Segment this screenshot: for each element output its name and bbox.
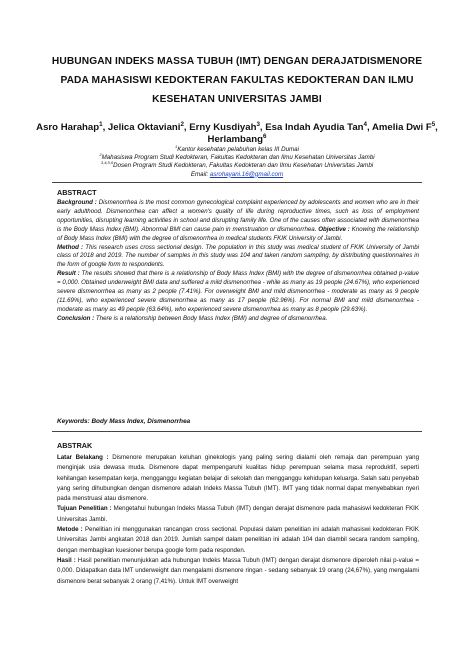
paper-title bbox=[40, 52, 434, 109]
author-superscript: 6 bbox=[262, 132, 267, 140]
email-link[interactable]: asrohayani.16@gmail.com bbox=[209, 170, 284, 178]
method-text: This research uses cross sectional design. The population in this study was medical student of FKIK University of Jambi class of 2018 and 2019. The number of samples in this study was 104 and taken random sampling, by distributing questionnaires in the form of google form to respondents. bbox=[57, 243, 419, 269]
background-text: Dismenorrhea is the most common gynecological complaint experienced by adolescents and women who are in their early adulthood. Dismenorrhea can affect a women's quality of life during reproductive times, such as loss of employment opportunities, disrupting learning activities in school and disrupting family life. One of the causes often associated with dismenorrhea is the Body Mass Index (BMI). Abnormal BMI can cause pain in menstruation or dismenorrhea. bbox=[57, 199, 419, 233]
latar-label: Latar Belakang : bbox=[57, 454, 109, 461]
abstrak-paragraph bbox=[57, 525, 419, 556]
affiliation-superscript: 3,4,5,6 bbox=[100, 160, 114, 166]
author-superscript: 3 bbox=[256, 120, 260, 128]
abstract-heading: ABSTRACT bbox=[57, 188, 97, 197]
abstract-paragraph bbox=[57, 244, 419, 271]
affiliation-superscript: 2 bbox=[99, 152, 102, 158]
affiliations bbox=[40, 143, 434, 179]
author-superscript: 2 bbox=[180, 120, 184, 128]
objective-label: Objective : bbox=[318, 225, 350, 233]
metode-text: Penelitian ini menggunakan rancangan cross sectional. Populasi dalam penelitian ini adalah mahasiswi kedokteran FKIK Universitas Jambi angkatan 2018 dan 2019. Jumlah sampel dalam penelitian ini adalah 104 dan diambil secara random sampling, dengan membagikan kuesioner berupa google form pada responden. bbox=[57, 526, 419, 554]
author-superscript: 1 bbox=[99, 120, 103, 128]
author-name: Erny Kusdiyah bbox=[189, 122, 257, 133]
conclusion-text: There is a relationship between Body Mass Index (BMI) and degree of dismenorrhea. bbox=[95, 314, 328, 322]
abstrak-paragraph bbox=[57, 504, 419, 525]
email-label: Email: bbox=[190, 170, 209, 178]
latar-text: Dismenore merupakan keluhan ginekologis yang paling sering dialami oleh remaja dan perempuan yang menginjak usia dewasa muda. Dismenore dapat mempengaruhi kualitas hidup perempuan selama masa reproduktif, seperti kehilangan kesempatan kerja, mengganggu kegiatan belajar di sekolah dan mengganggu kehidupan keluarga. Salah satu penyebab yang sering dihubungkan dengan dismenore adalah Indeks Massa Tubuh (IMT). IMT yang tidak normal dapat menyebabkan nyeri pada menstruasi atau dismenore. bbox=[57, 454, 419, 503]
hasil-text: Hasil penelitian menunjukkan ada hubungan Indeks Massa Tubuh (IMT) dengan derajat dismenore diperoleh nilai p-value = 0,000. Didapatkan data IMT underweight dan mengalami dismenore ringan - sedang sebanyak 19 orang (24,67%), yang mengalami dismenore berat sebanyak 2 orang (7,41%). Untuk IMT overweight bbox=[57, 556, 419, 585]
result-label: Result : bbox=[57, 270, 80, 278]
author-superscript: 4 bbox=[363, 120, 367, 128]
keywords: Keywords: Body Mass Index, Dismenorrhea bbox=[57, 418, 191, 425]
affiliation-superscript: 1 bbox=[175, 143, 178, 149]
background-label: Background : bbox=[57, 199, 97, 206]
affiliation-line bbox=[40, 162, 434, 170]
affiliation-text: Kantor kesehatan pelabuhan kelas III Dumai bbox=[177, 146, 299, 153]
tujuan-label: Tujuan Penelitian : bbox=[57, 505, 112, 513]
author-name: Esa Indah Ayudia Tan bbox=[265, 122, 364, 133]
author-name: Jelica Oktaviani bbox=[107, 122, 181, 133]
abstrak-paragraph bbox=[57, 556, 419, 587]
tujuan-text: Mengetahui hubungan Indeks Massa Tubuh (IMT) dengan derajat dismenore pada mahasiswi kedokteran FKIK Universitas Jambi. bbox=[57, 505, 419, 523]
metode-label: Metode : bbox=[57, 526, 83, 534]
author-superscript: 5 bbox=[431, 120, 436, 128]
abstract-paragraph bbox=[57, 199, 419, 244]
method-label: Method : bbox=[57, 243, 84, 251]
abstract-body bbox=[57, 199, 419, 324]
abstrak-body bbox=[57, 453, 419, 587]
author-name: Amelia Dwi F bbox=[371, 122, 432, 133]
divider bbox=[52, 431, 422, 432]
abstract-paragraph bbox=[57, 315, 419, 324]
author-list: Asro Harahap$^1$, Jelica Oktaviani$^2$, Erny Kusdiyah$^3$, Esa Indah Ayudia Tan$^4$, Amelia Dwi $F^5$, Herlambang$^6$ bbox=[36, 120, 438, 145]
author-name: Herlambang bbox=[207, 133, 263, 145]
title-line: KESEHATAN UNIVERSITAS JAMBI bbox=[152, 94, 322, 105]
affiliation-text: Mahasiswa Program Studi Kedokteran, Fakultas Kedokteran dan Ilmu Kesehatan Universitas Jambi bbox=[101, 154, 375, 162]
author-name: Asro Harahap bbox=[36, 122, 100, 133]
affiliation-text: Dosen Program Studi Kedokteran, Fakultas Kedokteran dan Ilmu Kesehatan Universitas Jambi bbox=[113, 162, 374, 170]
conclusion-label: Conclusion : bbox=[57, 314, 95, 322]
abstract-paragraph bbox=[57, 270, 419, 315]
title-line: PADA MAHASISWI KEDOKTERAN FAKULTAS KEDOKTERAN DAN ILMU bbox=[60, 75, 414, 86]
title-line: HUBUNGAN INDEKS MASSA TUBUH (IMT) DENGAN DERAJATDISMENORE bbox=[51, 56, 423, 67]
hasil-label: Hasil : bbox=[57, 556, 76, 564]
divider bbox=[52, 182, 422, 183]
abstrak-heading: ABSTRAK bbox=[57, 441, 93, 450]
email-line bbox=[40, 171, 434, 179]
result-text: The results showed that there is a relationship of Body Mass Index (BMI) with the degree of dismenorrhea obtained p-value = 0,000. Obtained underweight BMI data and suffered a mild dismenorrhea - while as many as 19 people (24.67%), who experienced severe dismenorrhea as many as 2 people (7.41%). For overweight BMI and mild dismenorrhea - moderate as many as 9 people (11.69%), who experienced severe dismenorrhea as many as 17 people (62.96%). For normal BMI and mild dismenorrhea - moderate as many as 49 people (63.64%), who experienced severe dismenorrhea as many as 8 people (29.63%). bbox=[57, 270, 419, 313]
objective-text: Knowing the relationship of Body Mass Index (BMI) with the degree of dismenorrhea in medical students FKIK University of Jambi. bbox=[57, 225, 419, 242]
abstrak-paragraph bbox=[57, 453, 419, 504]
